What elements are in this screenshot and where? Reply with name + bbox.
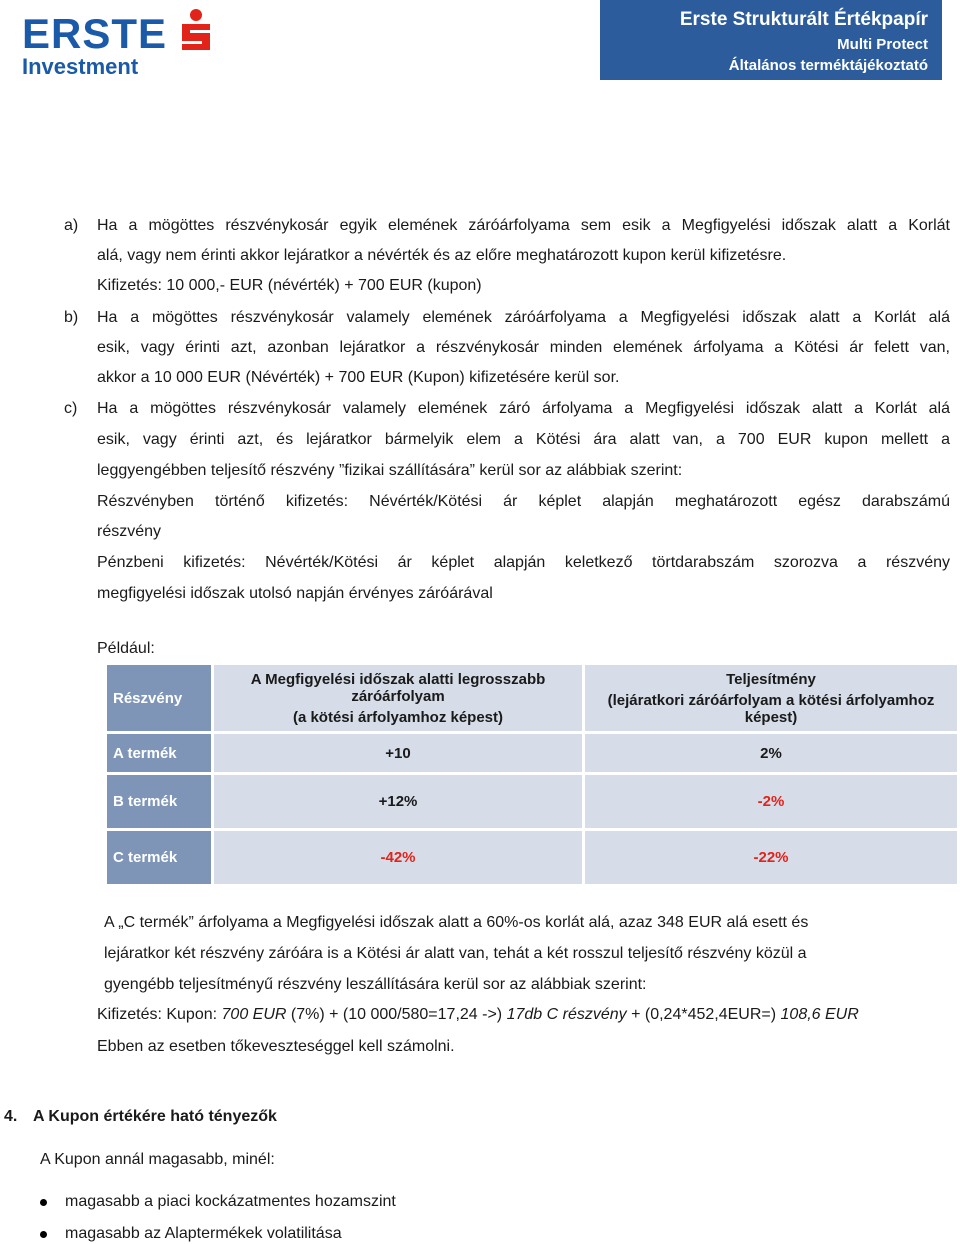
table-row-performance: -22% (585, 831, 957, 884)
example-label: Például: (97, 640, 155, 657)
bullet-icon (40, 1231, 47, 1238)
table-row-worst: +12% (214, 775, 582, 828)
header-title: Erste Strukturált Értékpapír (679, 9, 928, 30)
item-a-payout: Kifizetés: 10 000,- EUR (névérték) + 700 EUR (kupon) (97, 277, 482, 294)
item-c-line7: megfigyelési időszak utolsó napján érvényes záróárával (97, 585, 493, 602)
table-row (107, 831, 957, 884)
item-b-line1: Ha a mögöttes részvénykosár valamely elemének záróárfolyama a Megfigyelési időszak alatt a Korlát alá (97, 309, 950, 326)
table-row-performance: -2% (585, 775, 957, 828)
table-row-worst: -42% (214, 831, 582, 884)
erste-investment-logo (18, 6, 218, 82)
explanation-line3: gyengébb teljesítményű részvény leszállítására kerül sor az alábbiak szerint: (104, 976, 647, 993)
payout-cash: 108,6 EUR (780, 1006, 859, 1023)
item-c-line3: leggyengébben teljesítő részvény ”fizikai szállítására” kerül sor az alábbiak szerint: (97, 462, 683, 479)
item-c-line1: Ha a mögöttes részvénykosár valamely elemének záró árfolyama a Megfigyelési időszak alatt a Korlát alá (97, 400, 950, 417)
performance-example-table (104, 662, 960, 887)
item-c-line5: részvény (97, 523, 162, 540)
table-row-name: B termék (107, 775, 211, 828)
list-item: magasabb az Alaptermékek volatilitása (65, 1225, 342, 1242)
explanation-line2: lejáratkor két részvény záróára is a Kötési ár alatt van, tehát a két rosszul teljesítő részvény közül a (104, 945, 807, 962)
item-b-line3: akkor a 10 000 EUR (Névérték) + 700 EUR (Kupon) kifizetésére kerül sor. (97, 369, 620, 386)
table-header-stock: Részvény (107, 665, 211, 731)
item-a-line1: Ha a mögöttes részvénykosár egyik elemének záróárfolyama sem esik a Megfigyelési időszak alatt a Korlát (97, 217, 950, 234)
section-title: A Kupon értékére ható tényezők (33, 1108, 277, 1125)
table-header-worst-close-line3: (a kötési árfolyamhoz képest) (292, 708, 504, 726)
item-b-line2: esik, vagy érinti azt, azonban lejáratkor a részvénykosár minden elemének árfolyama a Kötési ár felett van, (97, 339, 950, 356)
item-c-line2: esik, vagy érinti azt, és lejáratkor bármelyik elem a Kötési ára alatt van, a 700 EUR kupon mellett a (97, 431, 950, 448)
header-product: Multi Protect (837, 36, 928, 53)
table-header-worst-close-line2: záróárfolyam (351, 687, 445, 705)
payout-mid1: (7%) + (10 000/580=17,24 ->) (286, 1006, 507, 1023)
table-header-performance-line2: (lejáratkori záróárfolyam a kötési árfolyamhoz (607, 691, 935, 709)
payout-mid2: + (0,24*452,4EUR=) (626, 1006, 781, 1023)
logo-brand-text: ERSTE (22, 10, 168, 57)
capital-loss-note: Ebben az esetben tőkeveszteséggel kell számolni. (97, 1038, 455, 1055)
table-row-worst: +10 (214, 734, 582, 772)
payout-prefix: Kifizetés: Kupon: (97, 1006, 222, 1023)
item-a-line2: alá, vagy nem érinti akkor lejáratkor a névérték és az előre meghatározott kupon kerül kifizetésre. (97, 247, 787, 264)
explanation-line1: A „C termék” árfolyama a Megfigyelési időszak alatt a 60%-os korlát alá, azaz 348 EUR alá esett és (104, 914, 809, 931)
table-header-worst-close (214, 665, 582, 731)
document-header (600, 0, 942, 80)
bullet-icon (40, 1199, 47, 1206)
table-header-worst-close-line1: A Megfigyelési időszak alatti legrosszabb (250, 670, 546, 688)
table-row-performance: 2% (585, 734, 957, 772)
table-row-name: A termék (107, 734, 211, 772)
section-intro: A Kupon annál magasabb, minél: (40, 1151, 275, 1168)
item-b-label: b) (64, 309, 79, 326)
list-item: magasabb a piaci kockázatmentes hozamszint (65, 1193, 396, 1210)
item-c-label: c) (64, 400, 78, 417)
table-header-performance-line3: képest) (744, 708, 798, 726)
payout-calculation (97, 1005, 859, 1025)
item-c-line4: Részvényben történő kifizetés: Névérték/Kötési ár képlet alapján meghatározott egész darabszámú (97, 493, 950, 510)
erste-s-icon (174, 8, 218, 54)
table-header-row (107, 665, 957, 731)
table-row (107, 734, 957, 772)
table-row (107, 775, 957, 828)
logo-sub-text: Investment (22, 54, 139, 79)
item-c-line6: Pénzbeni kifizetés: Névérték/Kötési ár képlet alapján keletkező törtdarabszám szorozva a részvény (97, 554, 950, 571)
table-row-name: C termék (107, 831, 211, 884)
section-number: 4. (4, 1108, 18, 1125)
table-header-performance-line1: Teljesítmény (726, 670, 816, 688)
table-header-performance (585, 665, 957, 731)
item-a-label: a) (64, 217, 79, 234)
payout-shares: 17db C részvény (506, 1006, 627, 1023)
header-doc-type: Általános terméktájékoztató (728, 57, 928, 74)
payout-coupon: 700 EUR (221, 1006, 287, 1023)
